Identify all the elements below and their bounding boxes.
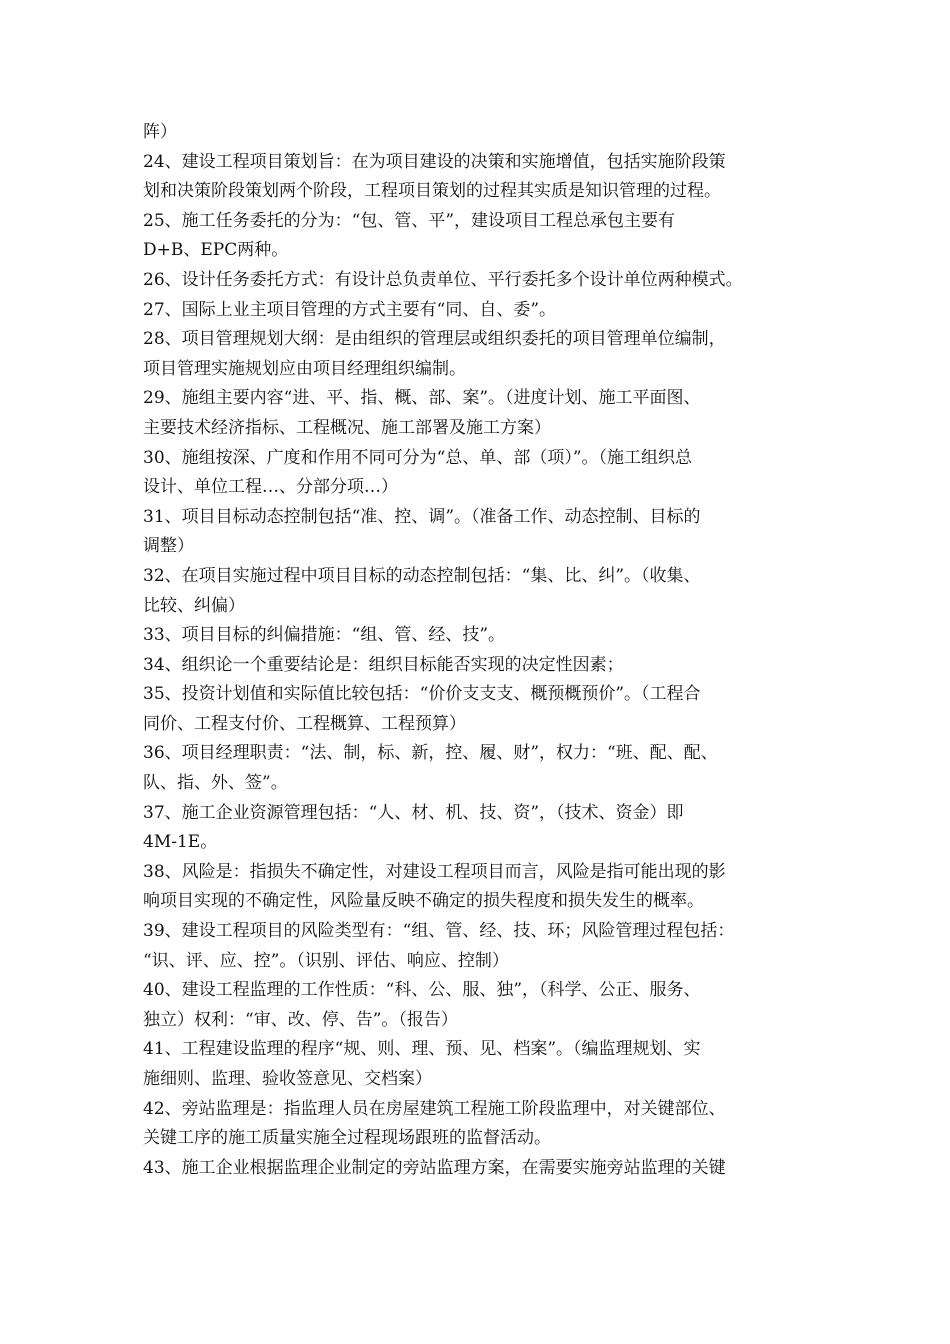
paragraph-line: 38、风险是：指损失不确定性，对建设工程项目而言，风险是指可能出现的影 <box>143 861 726 882</box>
paragraph-line: 4M-1E。 <box>143 832 218 853</box>
paragraph-line: 25、施工任务委托的分为：“包、管、平”，建设项目工程总承包主要有 <box>143 210 676 231</box>
paragraph-line: 43、施工企业根据监理企业制定的旁站监理方案，在需要实施旁站监理的关键 <box>143 1157 726 1178</box>
paragraph-line: 施细则、监理、验收签意见、交档案） <box>143 1069 432 1089</box>
paragraph-line: 34、组织论一个重要结论是：组织目标能否实现的决定性因素； <box>143 654 624 675</box>
paragraph-line: 37、施工企业资源管理包括：“人、材、机、技、资”，（技术、资金）即 <box>143 802 684 823</box>
list-item <box>143 207 823 266</box>
list-item <box>143 148 823 207</box>
paragraph-line: 主要技术经济指标、工程概况、施工部署及施工方案） <box>143 417 551 438</box>
paragraph-line: 26、设计任务委托方式：有设计总负责单位、平行委托多个设计单位两种模式。 <box>143 269 743 290</box>
paragraph-line: 独立）权利：“审、改、停、告”。（报告） <box>143 1009 458 1030</box>
paragraph-line: 33、项目目标的纠偏措施：“组、管、经、技”。 <box>143 625 506 646</box>
list-item <box>143 799 823 858</box>
paragraph-line: 28、项目管理规划大纲：是由组织的管理层或组织委托的项目管理单位编制， <box>143 329 726 350</box>
list-item <box>143 1154 823 1184</box>
list-item <box>143 296 823 326</box>
paragraph-line: “识、评、应、控”。（识别、评估、响应、控制） <box>143 950 509 971</box>
paragraph-line: 42、旁站监理是：指监理人员在房屋建筑工程施工阶段监理中，对关键部位、 <box>143 1098 726 1119</box>
paragraph-line: 项目管理实施规划应由项目经理组织编制。 <box>143 358 466 379</box>
paragraph-line: 24、建设工程项目策划旨：在为项目建设的决策和实施增值，包括实施阶段策 <box>143 151 726 172</box>
paragraph-line: 关键工序的施工质量实施全过程现场跟班的监督活动。 <box>143 1128 551 1149</box>
list-item <box>143 651 823 681</box>
paragraph-line: 30、施组按深、广度和作用不同可分为“总、单、部（项）”。（施工组织总 <box>143 447 693 468</box>
list-item <box>143 384 823 443</box>
paragraph-line: 同价、工程支付价、工程概算、工程预算） <box>143 713 466 734</box>
paragraph-line: 29、施组主要内容“进、平、指、概、部、案”。（进度计划、施工平面图、 <box>143 388 701 409</box>
list-item <box>143 858 823 917</box>
list-item <box>143 562 823 621</box>
paragraph-line: 响项目实现的不确定性，风险量反映不确定的损失程度和损失发生的概率。 <box>143 891 704 912</box>
list-item <box>143 739 823 798</box>
list-item <box>143 1035 823 1094</box>
list-item <box>143 444 823 503</box>
paragraph-line: 31、项目目标动态控制包括“准、控、调”。（准备工作、动态控制、目标的 <box>143 506 701 527</box>
paragraph-line: 40、建设工程监理的工作性质：“科、公、服、独”，（科学、公正、服务、 <box>143 980 701 1001</box>
paragraph-line: 36、项目经理职责：“法、制，标、新，控、履、财”，权力：“班、配、配、 <box>143 743 718 764</box>
paragraph-line: 比较、纠偏） <box>143 595 245 616</box>
paragraph-line: 设计、单位工程…、分部分项…） <box>143 477 398 498</box>
paragraph-line: D+B、EPC两种。 <box>143 240 289 261</box>
paragraph-line: 划和决策阶段策划两个阶段，工程项目策划的过程其实质是知识管理的过程。 <box>143 181 721 202</box>
list-item <box>143 118 823 148</box>
list-item <box>143 976 823 1035</box>
list-item <box>143 917 823 976</box>
paragraph-line: 队、指、外、签”。 <box>143 773 288 794</box>
document-page <box>143 118 823 1183</box>
paragraph-line: 调整） <box>143 536 194 557</box>
list-item <box>143 1095 823 1154</box>
list-item <box>143 503 823 562</box>
list-item <box>143 621 823 651</box>
list-item <box>143 680 823 739</box>
list-item <box>143 266 823 296</box>
paragraph-line: 32、在项目实施过程中项目目标的动态控制包括：“集、比、纠”。（收集、 <box>143 565 701 586</box>
paragraph-line: 27、国际上业主项目管理的方式主要有“同、自、委”。 <box>143 299 557 320</box>
paragraph-line: 阵） <box>143 122 177 142</box>
paragraph-line: 41、工程建设监理的程序“规、则、理、预、见、档案”。（编监理规划、实 <box>143 1039 701 1060</box>
list-item <box>143 325 823 384</box>
paragraph-line: 35、投资计划值和实际值比较包括：“价价支支支、概预概预价”。（工程合 <box>143 684 701 705</box>
paragraph-line: 39、建设工程项目的风险类型有：“组、管、经、技、环；风险管理过程包括： <box>143 921 735 942</box>
